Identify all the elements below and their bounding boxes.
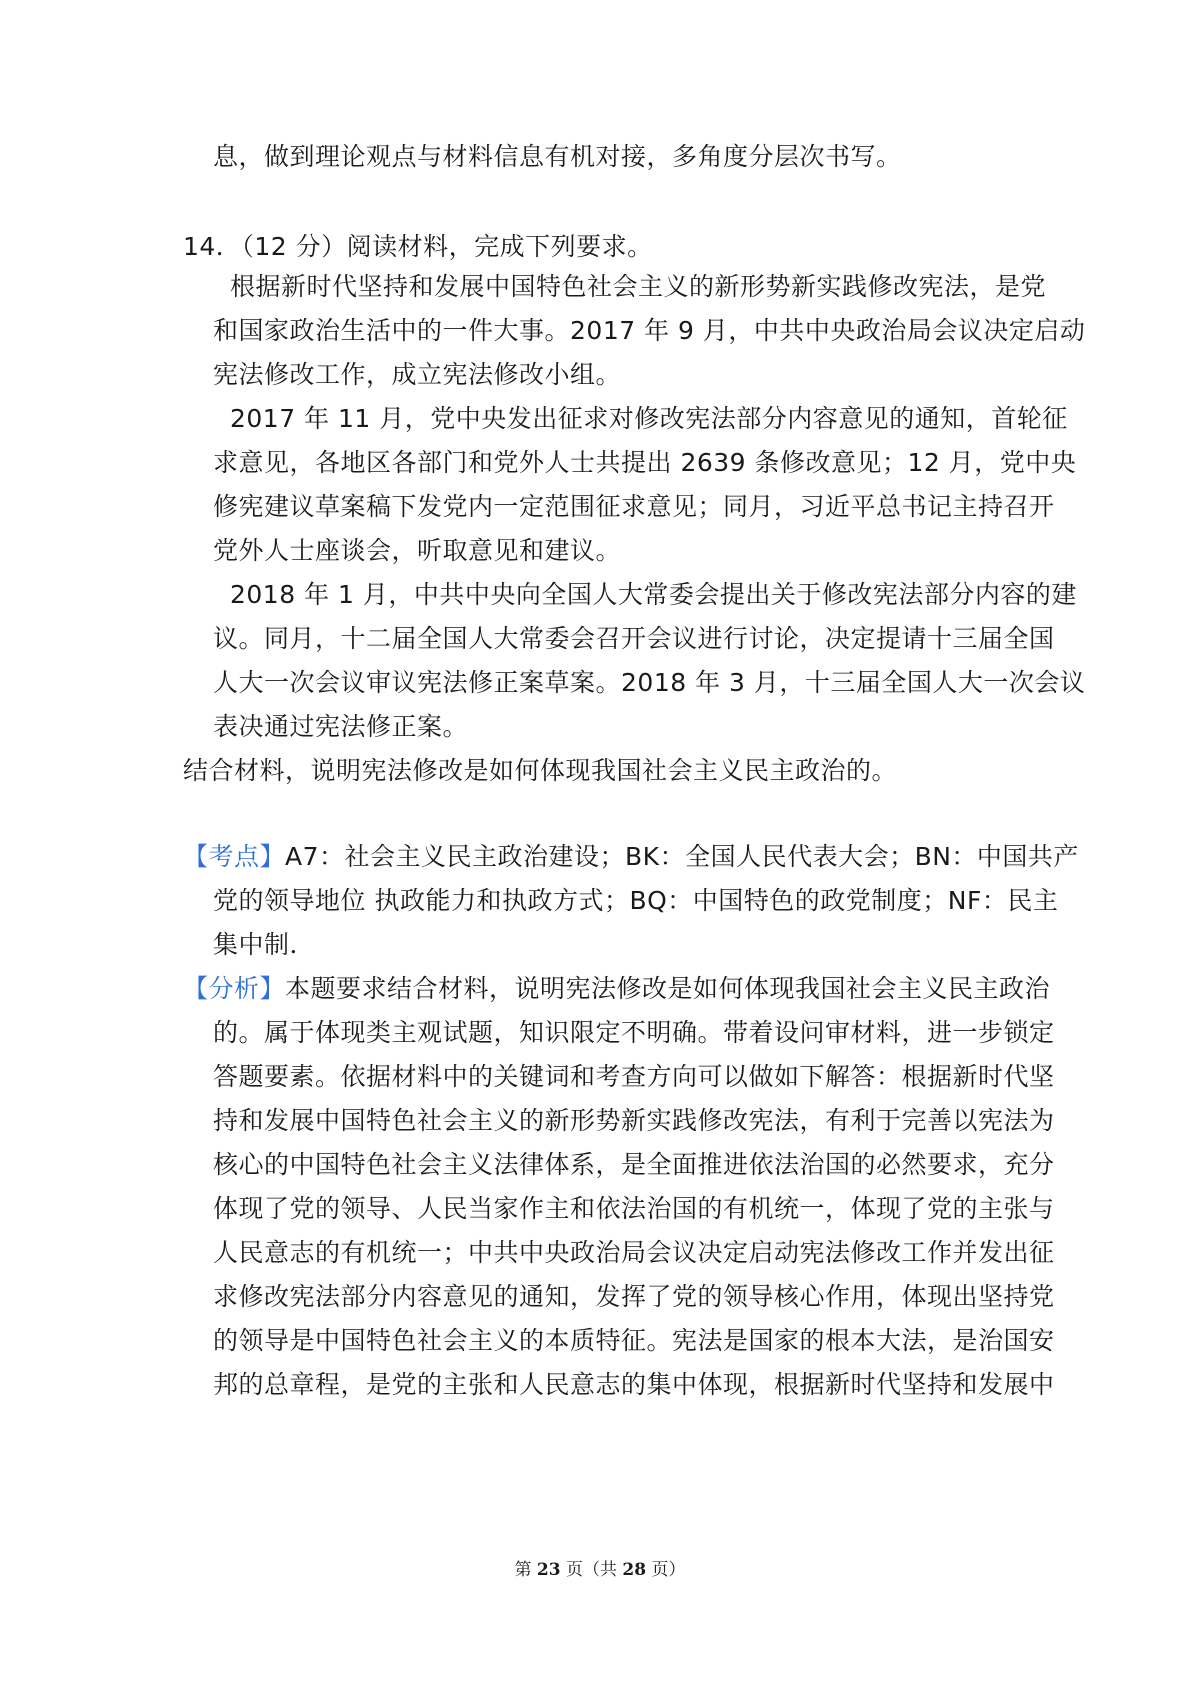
- material-line: 表决通过宪法修正案。: [213, 712, 469, 741]
- fenxi-line: 持和发展中国特色社会主义的新形势新实践修改宪法，有利于完善以宪法为: [213, 1106, 1055, 1135]
- footer-prefix: 第: [514, 1560, 537, 1580]
- fenxi-text: 本题要求结合材料，说明宪法修改是如何体现我国社会主义民主政治: [285, 974, 1051, 1003]
- kaodian-line: [183, 840, 1079, 874]
- material-line: 2018 年 1 月，中共中央向全国人大常委会提出关于修改宪法部分内容的建: [230, 580, 1077, 609]
- fenxi-line: [183, 972, 1050, 1006]
- fenxi-line: 答题要素。依据材料中的关键词和考查方向可以做如下解答：根据新时代坚: [213, 1062, 1055, 1091]
- material-line: 求意见，各地区各部门和党外人士共提出 2639 条修改意见；12 月，党中央: [213, 448, 1077, 477]
- question-number: 14．: [183, 232, 242, 261]
- fenxi-line: 求修改宪法部分内容意见的通知，发挥了党的领导核心作用，体现出坚持党: [213, 1282, 1055, 1311]
- fenxi-line: 核心的中国特色社会主义法律体系，是全面推进依法治国的必然要求，充分: [213, 1150, 1055, 1179]
- footer-middle: 页（共: [560, 1560, 623, 1580]
- material-line: 2017 年 11 月，党中央发出征求对修改宪法部分内容意见的通知，首轮征: [230, 404, 1068, 433]
- kaodian-line: 党的领导地位 执政能力和执政方式；BQ：中国特色的政党制度；NF：民主: [213, 886, 1059, 915]
- fenxi-tag: 【分析】: [183, 974, 286, 1003]
- footer-total-pages: 28: [622, 1560, 647, 1580]
- footer-suffix: 页）: [646, 1560, 686, 1580]
- kaodian-tag: 【考点】: [183, 842, 286, 871]
- fenxi-line: 邦的总章程，是党的主张和人民意志的集中体现，根据新时代坚持和发展中: [213, 1370, 1055, 1399]
- material-line: 议。同月，十二届全国人大常委会召开会议进行讨论，决定提请十三届全国: [213, 624, 1055, 653]
- intro-line: 息，做到理论观点与材料信息有机对接，多角度分层次书写。: [213, 142, 902, 171]
- kaodian-text: A7：社会主义民主政治建设；BK：全国人民代表大会；BN：中国共产: [285, 842, 1079, 871]
- material-line: 修宪建议草案稿下发党内一定范围征求意见；同月，习近平总书记主持召开: [213, 492, 1055, 521]
- material-line: 根据新时代坚持和发展中国特色社会主义的新形势新实践修改宪法，是党: [230, 272, 1047, 301]
- fenxi-line: 体现了党的领导、人民当家作主和依法治国的有机统一，体现了党的主张与: [213, 1194, 1055, 1223]
- fenxi-line: 的。属于体现类主观试题，知识限定不明确。带着设问审材料，进一步锁定: [213, 1018, 1055, 1047]
- fenxi-line: 的领导是中国特色社会主义的本质特征。宪法是国家的根本大法，是治国安: [213, 1326, 1055, 1355]
- material-line: 和国家政治生活中的一件大事。2017 年 9 月，中共中央政治局会议决定启动: [213, 316, 1086, 345]
- fenxi-line: 人民意志的有机统一；中共中央政治局会议决定启动宪法修改工作并发出征: [213, 1238, 1055, 1267]
- material-line: 党外人士座谈会，听取意见和建议。: [213, 536, 622, 565]
- kaodian-line: 集中制．: [213, 930, 316, 959]
- material-line: 宪法修改工作，成立宪法修改小组。: [213, 360, 622, 389]
- question-header-text: （12 分）阅读材料，完成下列要求。: [241, 232, 653, 261]
- question-task: 结合材料，说明宪法修改是如何体现我国社会主义民主政治的。: [183, 756, 898, 785]
- footer-current-page: 23: [536, 1560, 561, 1580]
- material-line: 人大一次会议审议宪法修正案草案。2018 年 3 月，十三届全国人大一次会议: [213, 668, 1086, 697]
- page-footer: [0, 1555, 1200, 1580]
- question-header: [183, 230, 653, 264]
